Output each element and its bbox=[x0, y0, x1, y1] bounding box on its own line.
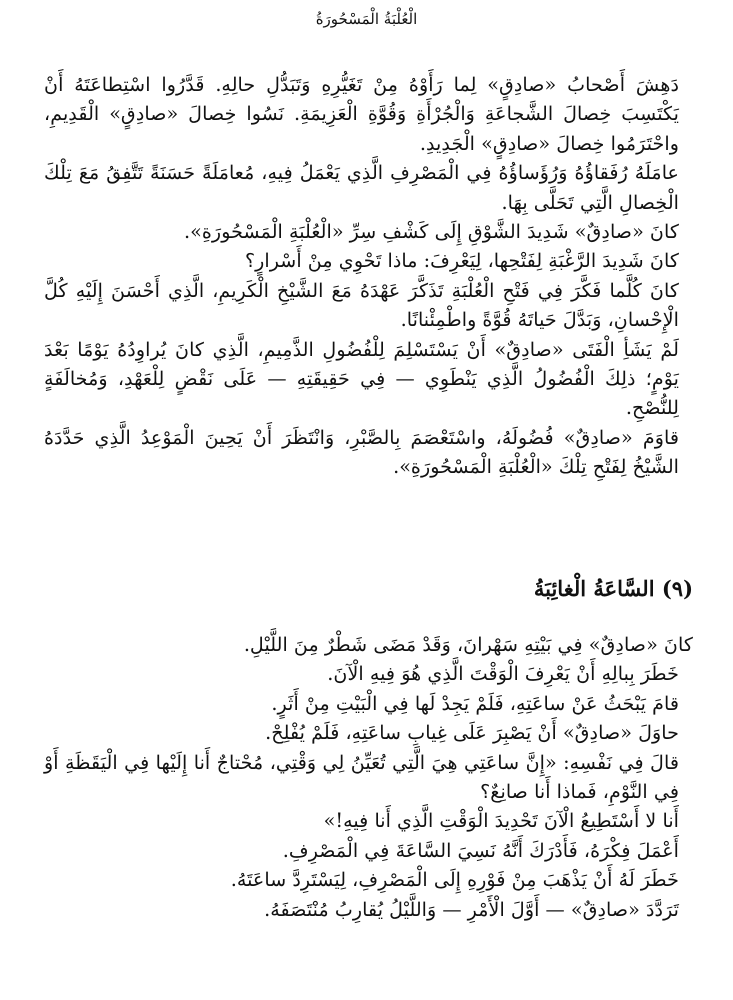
paragraph: عامَلَهُ رُفَقاؤُهُ وَرُؤَساؤُهُ فِي الْمَصْرِفِ الَّذِي يَعْمَلُ فِيهِ، مُعامَلَةً حَسَنَةً تَتَّفِقُ مَعَ تِلْكَ الْخِصالِ الَّتِي تَحَلَّى بِهَا. bbox=[44, 161, 679, 214]
chapter-title: (٩) السَّاعَةُ الْغائِبَةُ bbox=[533, 576, 693, 601]
story-section-one bbox=[44, 70, 693, 482]
paragraph: كانَ «صادِقٌ» فِي بَيْتِهِ سَهْرانَ، وَقَدْ مَضَى شَطْرٌ مِنَ اللَّيْلِ. bbox=[243, 633, 693, 656]
paragraph: دَهِشَ أَصْحابُ «صادِقٍ» لِما رَأَوْهُ مِنْ تَغَيُّرِهِ وَتَبَدُّلِ حالِهِ. قَدَّرُوا اسْتِطاعَتَهُ أَنْ يَكْتَسِبَ خِصالَ الشَّجاعَةِ وَالْجُرْأَةِ وَقُوَّةِ الْعَزِيمَةِ. نَسُوا خِصالَ «صادِقٍ» الْقَدِيمِ، واحْتَرَمُوا خِصالَ «صادِقٍ» الْجَدِيدِ. bbox=[44, 73, 679, 155]
paragraph: خَطَرَ بِبالِهِ أَنْ يَعْرِفَ الْوَقْتَ الَّذِي هُوَ فِيهِ الْآنَ. bbox=[327, 662, 679, 686]
paragraph: خَطَرَ لَهُ أَنْ يَذْهَبَ مِنْ فَوْرِهِ إِلَى الْمَصْرِفِ، لِيَسْتَرِدَّ ساعَتَهُ. bbox=[230, 868, 679, 892]
paragraph: قالَ فِي نَفْسِهِ: «إِنَّ ساعَتِي هِيَ الَّتِي تُعَيِّنُ لِي وَقْتِي، مُحْتاجٌ أَنا إِلَيْها فِي الْيَقَظَةِ أَوْ فِي النَّوْمِ، فَماذا أَنا صانِعٌ؟ bbox=[44, 750, 679, 804]
paragraph: أَعْمَلَ فِكْرَهُ، فَأَدْرَكَ أَنَّهُ نَسِيَ السَّاعَةَ فِي الْمَصْرِفِ. bbox=[282, 838, 679, 862]
paragraph: لَمْ يَشَأِ الْفَتَى «صادِقٌ» أَنْ يَسْتَسْلِمَ لِلْفُضُولِ الذَّمِيمِ، الَّذِي كانَ يُراوِدُهُ يَوْمًا بَعْدَ يَوْمٍ؛ ذلِكَ الْفُضُولُ الَّذِي يَنْطَوِي — فِي حَقِيقَتِهِ — عَلَى نَقْضٍ لِلْعَهْدِ، وَمُخالَفَةٍ لِلنُّصْحِ. bbox=[44, 337, 679, 420]
running-header: الْعُلْبَةُ الْمَسْحُورَةُ bbox=[315, 10, 418, 28]
paragraph: كانَ «صادِقٌ» شَدِيدَ الشَّوْقِ إِلَى كَشْفِ سِرِّ «الْعُلْبَةِ الْمَسْحُورَةِ». bbox=[184, 220, 679, 244]
paragraph: تَرَدَّدَ «صادِقٌ» — أَوَّلَ الْأَمْرِ — وَاللَّيْلُ يُقارِبُ مُنْتَصَفَهُ. bbox=[264, 897, 679, 921]
paragraph: قامَ يَبْحَثُ عَنْ ساعَتِهِ، فَلَمْ يَجِدْ لَها فِي الْبَيْتِ مِنْ أَثَرٍ. bbox=[271, 691, 679, 715]
story-section-two bbox=[44, 630, 693, 924]
paragraph: حاوَلَ «صادِقٌ» أَنْ يَصْبِرَ عَلَى غِيابِ ساعَتِهِ، فَلَمْ يُفْلِحْ. bbox=[265, 721, 679, 745]
paragraph: قاوَمَ «صادِقٌ» فُضُولَهُ، واسْتَعْصَمَ بِالصَّبْرِ، وَانْتَظَرَ أَنْ يَحِينَ الْمَوْعِدُ الَّذِي حَدَّدَهُ الشَّيْخُ لِفَتْحِ تِلْكَ «الْعُلْبَةِ الْمَسْحُورَةِ». bbox=[44, 425, 679, 479]
paragraph: أَنا لا أَسْتَطِيعُ الْآنَ تَحْدِيدَ الْوَقْتِ الَّذِي أَنا فِيهِ!» bbox=[323, 809, 679, 833]
paragraph: كانَ شَدِيدَ الرَّغْبَةِ لِفَتْحِها، لِيَعْرِفَ: ماذا تَحْوِي مِنْ أَسْرارٍ؟ bbox=[244, 249, 679, 273]
paragraph: كانَ كُلَّما فَكَّرَ فِي فَتْحِ الْعُلْبَةِ تَذَكَّرَ عَهْدَهُ مَعَ الشَّيْخِ الْكَرِيمِ، الَّذِي أَحْسَنَ إِلَيْهِ كُلَّ الْإِحْسانِ، وَبَدَّلَ حَياتَهُ قُوَّةً واطْمِئْنانًا. bbox=[44, 278, 679, 332]
